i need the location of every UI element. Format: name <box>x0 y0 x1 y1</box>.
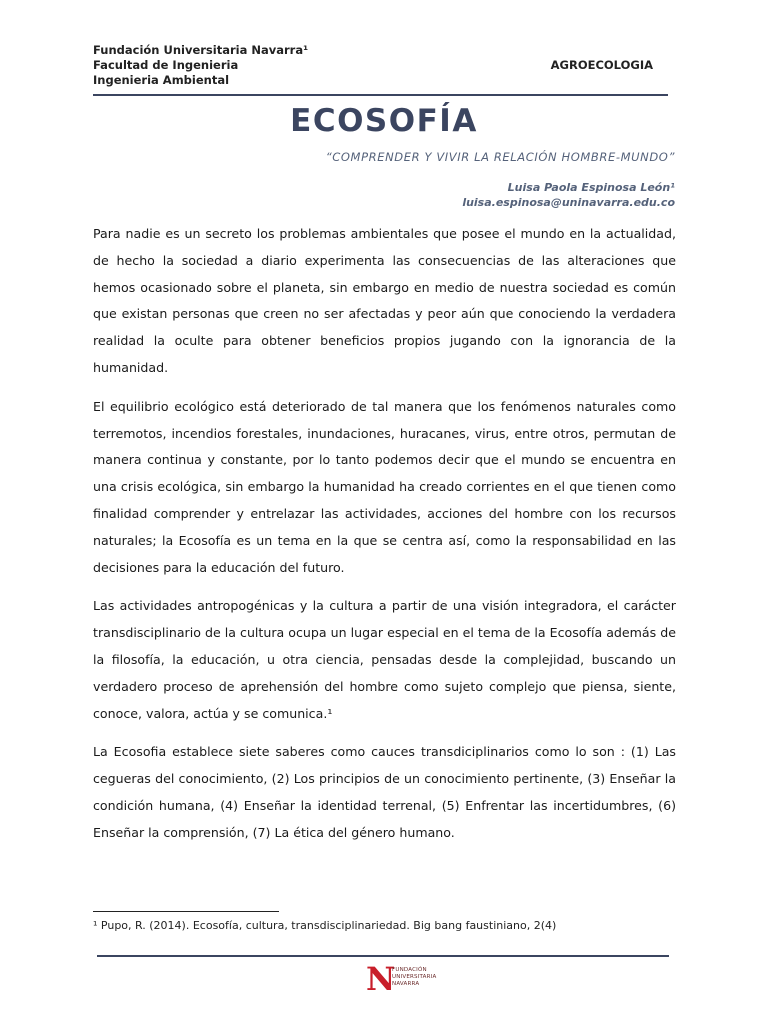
subject-name: AGROECOLOGIA <box>550 58 653 72</box>
paragraph: La Ecosofia establece siete saberes como cauces transdiciplinarios como lo son : (1) Las cegueras del conocimiento, (2) Los principios de un conocimiento pertinente, (3) Enseñar la condición humana, (4) Enseñar la identidad terrenal, (5) Enfrentar las incertidumbres, (6) Enseñar la comprensión, (7) La ética del género humano. <box>93 744 676 840</box>
footnote-divider <box>93 911 279 912</box>
paragraph: Para nadie es un secreto los problemas ambientales que posee el mundo en la actualidad, de hecho la sociedad a diario experimenta las consecuencias de las alteraciones que hemos ocasionado sobre el planeta, sin embargo en medio de nuestra sociedad es común que existan personas que creen no ser afectadas y peor aún que conociendo la verdadera realidad la oculte para obtener beneficios propios jugando con la ignorancia de la humanidad. <box>93 226 676 375</box>
author-block <box>462 180 675 210</box>
header-divider <box>93 94 668 96</box>
faculty-name: Facultad de Ingenieria <box>93 58 239 72</box>
author-name: Luisa Paola Espinosa León¹ <box>507 181 675 194</box>
logo-text-line: UNIVERSITARIA <box>392 973 437 980</box>
paragraph: Las actividades antropogénicas y la cultura a partir de una visión integradora, el carácter transdisciplinario de la cultura ocupa un lugar especial en el tema de la Ecosofía además de la filosofía, la educación, u otra ciencia, pensadas desde la complejidad, buscando un verdadero proceso de aprehensión del hombre como sujeto complejo que piensa, siente, conoce, valora, actúa y se comunica.¹ <box>93 598 676 721</box>
logo-text-line: NAVARRA <box>392 980 420 987</box>
footer-divider <box>97 955 669 957</box>
institution-name: Fundación Universitaria Navarra¹ <box>93 43 309 57</box>
author-email: luisa.espinosa@uninavarra.edu.co <box>462 196 675 209</box>
footnote: ¹ Pupo, R. (2014). Ecosofía, cultura, transdisciplinariedad. Big bang faustiniano, 2(4) <box>93 919 557 932</box>
document-title: ECOSOFÍA <box>290 103 478 139</box>
paragraph: El equilibrio ecológico está deteriorado de tal manera que los fenómenos naturales como terremotos, incendios forestales, inundaciones, huracanes, virus, entre otros, permutan de manera continua y constante, por lo tanto podemos decir que el mundo se encuentra en una crisis ecológica, sin embargo la humanidad ha creado corrientes en el que tienen como finalidad comprender y entrelazar las actividades, acciones del hombre con los recursos naturales; la Ecosofía es un tema en la que se centra así, como la responsabilidad en las decisiones para la educación del futuro. <box>93 398 676 575</box>
logo-text-line: FUNDACIÓN <box>392 967 427 973</box>
program-name: Ingenieria Ambiental <box>93 73 230 87</box>
body-text <box>93 221 676 859</box>
document-subtitle: “COMPRENDER Y VIVIR LA RELACIÓN HOMBRE-MUNDO” <box>325 150 675 164</box>
page-header <box>93 43 668 88</box>
logo-mark: N <box>366 960 396 998</box>
university-logo <box>366 962 476 998</box>
logo-text <box>392 967 436 987</box>
